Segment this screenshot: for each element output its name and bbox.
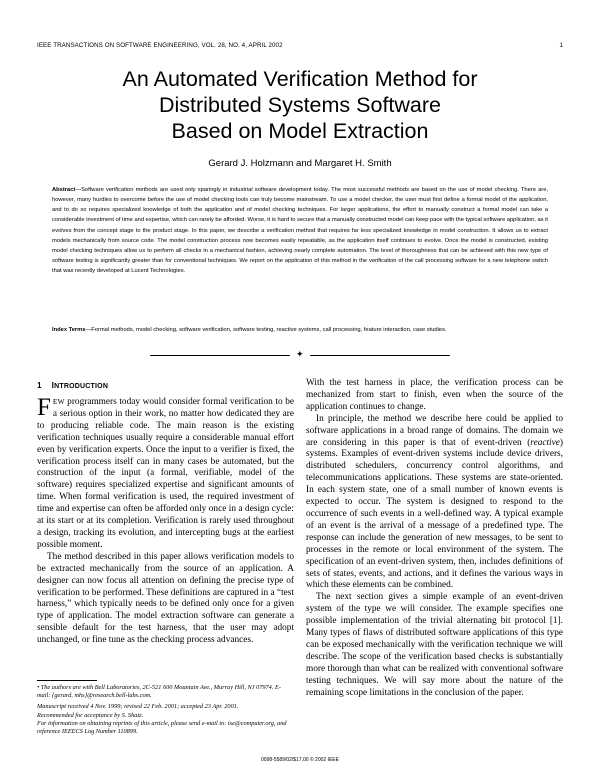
running-header	[37, 42, 563, 49]
section-title-rest: NTRODUCTION	[54, 383, 109, 390]
footnote	[37, 684, 294, 736]
right-paragraph-2	[306, 414, 563, 593]
footnote-affiliation: • The authors are with Bell Laboratories, 2C-521 600 Mountain Ave., Murray Hill, NJ 07974. E-mail: {gerard, mhs}@research.bell-labs.com.	[37, 684, 281, 700]
right-paragraph-3: The next section gives a simple example of an event-driven system of the type we will consider. The example specifies one possible implementation of the trivial alternating bit protocol [1]. Many types of flaws of distributed software applications of this type can be exposed mechanically with the verification technique we will describe. The scope of the verification based checks is substantially more thorough than what can be realized with conventional software testing techniques. We will say more about the nature of the remaining scope limitations in the conclusion of the paper.	[306, 592, 563, 698]
abstract-label: Abstract	[52, 187, 76, 193]
section-title-initial: I	[51, 381, 55, 390]
authors: Gerard J. Holzmann and Margaret H. Smith	[208, 158, 392, 169]
right-paragraph-1: With the test harness in place, the verification process can be mechanized from start to finish, even when the source of the application continues to change.	[306, 378, 563, 412]
title-line-2: Distributed Systems Software	[159, 93, 441, 117]
index-terms-label: Index Terms	[52, 327, 86, 333]
drop-cap-smallcaps: EW	[52, 397, 65, 406]
section-heading	[37, 381, 108, 390]
abstract-text: —Software verification methods are used only sparingly in industrial software development today. The most successful methods are based on the use of model checking. There are, however, many hurdles to overcome before the use of model checking tools can truly become mainstream. To use a model checker, the user must first define a formal model of the application, and to do so requires specialized knowledge of both the application and of model checking techniques. For larger applications, the effort to manually construct a formal model can take a considerable investment of time and expertise, which can rarely be afforded. Worse, it is hard to secure that a manually constructed model can keep pace with the typical software application, as it evolves from the concept stage to the product stage. In this paper, we describe a verification method that requires far less specialized knowledge in model construction. It allows us to extract models mechanically from source code. The model construction process now becomes easily repeatable, as the application itself continues to evolve. Once the model is constructed, existing model checking techniques allow us to perform all checks in a mechanical fashion, achieving nearly complete automation. The level of thoroughness that can be achieved with this new type of software testing is significantly greater than for conventional techniques. We report on the application of this method in the verification of the call processing software for a new telephone switch that was recently developed at Lucent Technologies.	[52, 187, 548, 275]
index-terms	[52, 325, 548, 335]
divider-rule-left	[150, 355, 290, 356]
running-header-text: IEEE TRANSACTIONS ON SOFTWARE ENGINEERING, VOL. 28, NO. 4, APRIL 2002	[37, 42, 283, 49]
abstract	[52, 185, 548, 276]
right-paragraph-2-text-a: In principle, the method we describe here could be applied to software applications in a broad range of domains. The domain we are considering in this paper is that of event-driven (	[306, 413, 563, 448]
title-line-1: An Automated Verification Method for	[122, 67, 478, 91]
paper-title	[40, 66, 560, 144]
copyright-line: 0098-5589/02/$17.00 © 2002 IEEE	[261, 757, 339, 763]
left-paragraph-1-text: programmers today would consider formal verification to be a serious option in their work, no matter how dedicated they are to producing reliable code. The main reason is the existing verification techniques usually require a considerable manual effort even by verification experts. Once the input to a verifier is fixed, the verification process itself can in many cases be automated, but the construction of the input (a formal, verifiable, model of the software) requires specialized expertise and significant amounts of time. When formal verification is used, the required investment of time and expertise can often be afforded only once in a design cycle: at its start or at its completion. Verification is rarely used throughout a design, tracking its evolution, and intercepting bugs at the earliest possible moment.	[37, 397, 294, 550]
right-paragraph-2-text-b: ) systems. Examples of event-driven systems include device drivers, distributed schedulers, concurrency control algorithms, and telecommunications applications. These systems are state-oriented. In each system state, one of a small number of known events is expected to occur. The system is designed to respond to the occurrence of such events in a well-defined way. A typical example of an event is the arrival of a message of a predefined type. The response can include the generation of new messages, to be sent to processes in the remote or local environment of the system. The specification of an event-driven system, then, includes definitions of sets of states, events, and actions, and it defines the various ways in which these elements can be combined.	[306, 437, 563, 591]
left-paragraph-1	[37, 396, 294, 552]
title-line-3: Based on Model Extraction	[171, 119, 429, 143]
footnote-rule	[37, 680, 97, 681]
section-number: 1	[37, 381, 42, 390]
footnote-recommended: Recommended for acceptance by S. Shatz.	[37, 711, 144, 719]
left-column	[37, 396, 294, 647]
index-terms-text: —Formal methods, model checking, software verification, software testing, reactive systems, call processing, feature interaction, case studies.	[85, 327, 447, 333]
footnote-manuscript: Manuscript received 4 Nov. 1999; revised 22 Feb. 2001; accepted 23 Apr. 2001.	[37, 703, 239, 711]
divider-ornament: ✦	[296, 350, 304, 360]
right-paragraph-2-emphasis: reactive	[530, 437, 560, 448]
divider-rule-right	[310, 355, 450, 356]
drop-cap: F	[37, 394, 51, 421]
left-paragraph-2: The method described in this paper allows verification models to be extracted mechanically from the source of an application. A designer can now focus all attention on defining the precise type of verification to be performed. These definitions are captured in a “test harness,” which typically needs to be defined only once for a given type of application. The model extraction software can generate a sensible default for the test harness, that the user may adopt unchanged, or fine tune as the checking process advances.	[37, 551, 294, 646]
footnote-reprints: For information on obtaining reprints of this article, please send e-mail to: tse@computer.org, and reference IEEECS Log Number 110899.	[37, 719, 287, 736]
page-number: 1	[559, 42, 563, 49]
right-column	[306, 378, 563, 699]
